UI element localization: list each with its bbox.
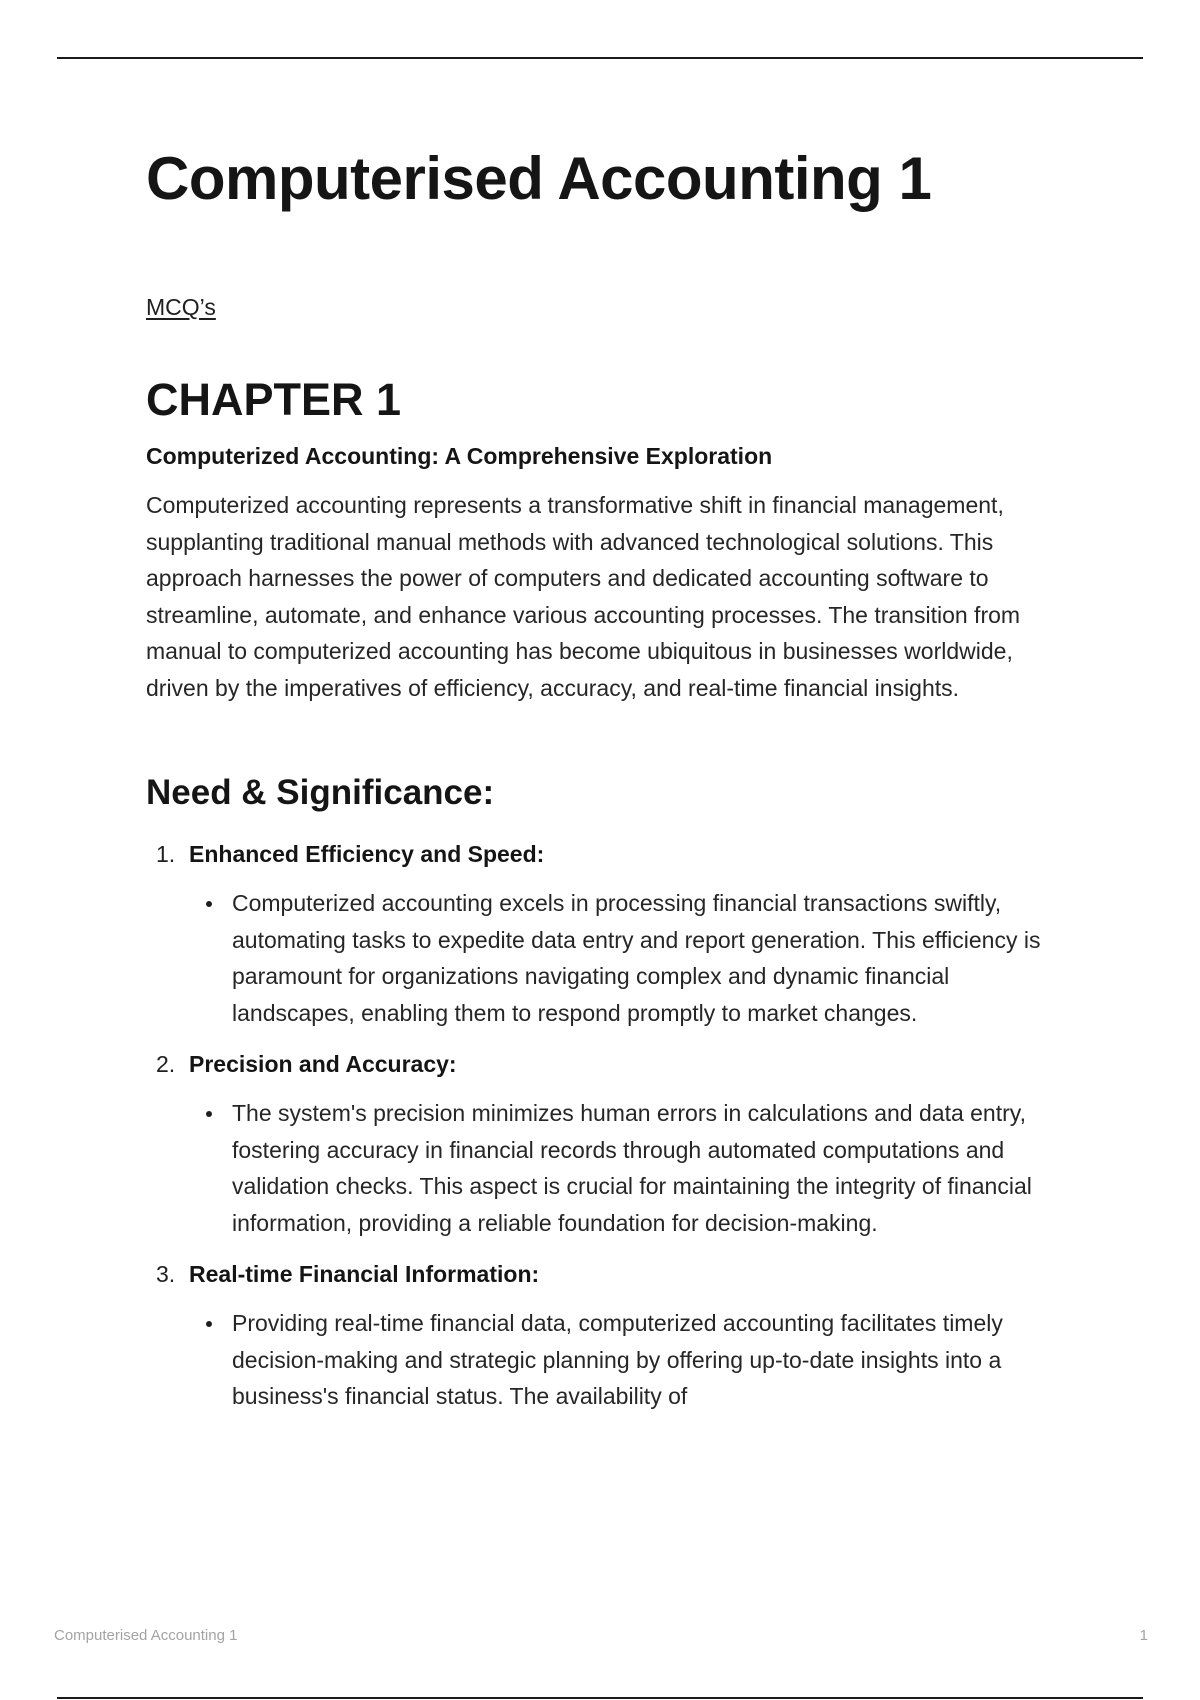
chapter-heading: CHAPTER 1	[146, 374, 402, 425]
bullet-icon	[206, 901, 212, 907]
bullet-list	[146, 885, 1066, 1031]
bullet-text: Computerized accounting excels in processing financial transactions swiftly, automating tasks to expedite data entry and report generation. This efficiency is paramount for organizations navigating complex and dynamic financial landscapes, enabling them to respond promptly to market changes.	[232, 890, 1041, 1026]
bullet-text: Providing real-time financial data, computerized accounting facilitates timely decision-making and strategic planning by offering up-to-date insights into a business's financial status. The availability of	[232, 1310, 1003, 1409]
bullet-text: The system's precision minimizes human errors in calculations and data entry, fostering accuracy in financial records through automated computations and validation checks. This aspect is crucial for maintaining the integrity of financial information, providing a reliable foundation for decision-making.	[232, 1100, 1032, 1236]
need-item	[146, 836, 1066, 1031]
footer-divider	[57, 1697, 1143, 1699]
bullet-item	[146, 1095, 1072, 1241]
bullet-icon	[206, 1111, 212, 1117]
need-item	[146, 1046, 1066, 1241]
list-number: 2.	[156, 1051, 176, 1077]
document-title: Computerised Accounting 1	[146, 145, 932, 212]
header-divider	[57, 57, 1143, 59]
need-title: Enhanced Efficiency and Speed:	[189, 841, 545, 867]
bullet-icon	[206, 1321, 212, 1327]
needs-list	[146, 836, 1066, 1430]
list-number: 3.	[156, 1261, 176, 1287]
bullet-item	[146, 1305, 1072, 1415]
need-title: Real-time Financial Information:	[189, 1261, 540, 1287]
list-number: 1.	[156, 841, 176, 867]
mcq-link[interactable]: MCQ’s	[146, 294, 216, 320]
need-item	[146, 1256, 1066, 1415]
section-heading: Need & Significance:	[146, 773, 495, 812]
chapter-subtitle: Computerized Accounting: A Comprehensive Exploration	[146, 443, 773, 469]
need-title: Precision and Accuracy:	[189, 1051, 457, 1077]
bullet-list	[146, 1095, 1066, 1241]
bullet-list	[146, 1305, 1066, 1415]
footer-page-number: 1	[1139, 1627, 1148, 1644]
intro-paragraph: Computerized accounting represents a transformative shift in financial management, supplanting traditional manual methods with advanced technological solutions. This approach harnesses the power of computers and dedicated accounting software to streamline, automate, and enhance various accounting processes. The transition from manual to computerized accounting has become ubiquitous in businesses worldwide, driven by the imperatives of efficiency, accuracy, and real-time financial insights.	[146, 492, 1021, 701]
footer-title: Computerised Accounting 1	[54, 1627, 238, 1644]
bullet-item	[146, 885, 1072, 1031]
